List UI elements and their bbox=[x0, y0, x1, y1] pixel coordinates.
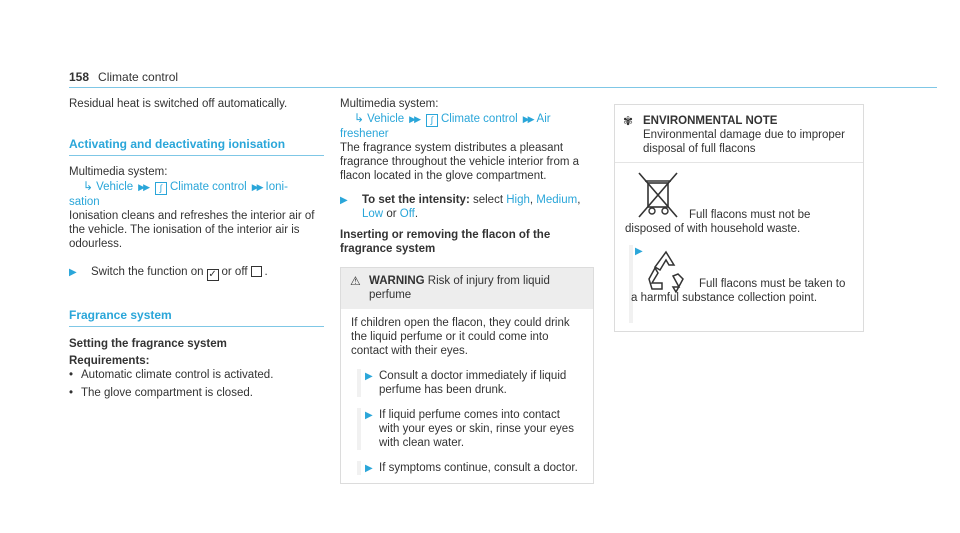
checkbox-empty-icon bbox=[251, 266, 262, 277]
double-chevron-icon: ▶▶ bbox=[138, 182, 148, 192]
double-chevron-icon: ▶▶ bbox=[251, 182, 262, 192]
warning-step bbox=[357, 461, 583, 475]
environmental-note-header bbox=[615, 105, 863, 163]
env-title: Environmental damage due to improper disposal of full flacons bbox=[643, 129, 846, 155]
environmental-note-box bbox=[614, 104, 864, 332]
nav-prefix: Multimedia system: bbox=[69, 166, 168, 178]
disposal-text: Full flacons must not be disposed of with household waste. bbox=[625, 209, 811, 235]
nav-arrow-icon: ↳ bbox=[354, 111, 365, 125]
nav-path bbox=[340, 111, 594, 127]
warning-body bbox=[341, 309, 593, 483]
residual-heat-text: Residual heat is switched off automatically. bbox=[69, 98, 288, 110]
warning-step-text: If liquid perfume comes into contact with your eyes or skin, rinse your eyes with clean water. bbox=[379, 409, 574, 449]
nav-path bbox=[69, 179, 324, 195]
ionisation-step bbox=[69, 265, 324, 281]
warning-title: Risk of injury from liquid perfume bbox=[369, 275, 550, 301]
intensity-label: To set the intensity: bbox=[362, 194, 470, 206]
warning-title-line bbox=[351, 274, 583, 302]
double-chevron-icon: ▶▶ bbox=[522, 114, 533, 124]
warning-triangle-icon: ⚠ bbox=[350, 274, 361, 288]
column-middle bbox=[340, 97, 594, 484]
environmental-note-body bbox=[615, 163, 863, 331]
inserting-heading: Inserting or removing the flacon of the fragrance system bbox=[340, 229, 551, 255]
fragrance-subheading: Setting the fragrance system bbox=[69, 338, 227, 350]
or-word: or bbox=[386, 208, 397, 220]
option-medium: Medium bbox=[536, 194, 578, 206]
step-arrow-icon: ▶ bbox=[365, 463, 373, 474]
intensity-step: ▶ To set the intensity: select High, Medium, Low or Off. bbox=[340, 194, 581, 220]
checkbox-checked-icon: ✓ bbox=[208, 269, 217, 280]
ionisation-heading: Activating and deactivating ionisation bbox=[69, 137, 324, 156]
step-arrow-icon: ▶ bbox=[340, 195, 348, 206]
warning-step bbox=[357, 408, 583, 450]
warning-step-text: If symptoms continue, consult a doctor. bbox=[379, 462, 578, 474]
step-arrow-icon: ▶ bbox=[69, 267, 77, 278]
leaf-icon: ✾ bbox=[623, 114, 634, 128]
warning-text: If children open the flacon, they could drink the liquid perfume or it could come into contact with their eyes. bbox=[351, 317, 570, 357]
nav-climate: Climate control bbox=[441, 113, 518, 125]
warning-step-text: Consult a doctor immediately if liquid perfume has been drunk. bbox=[379, 370, 567, 396]
nav-ionisation-b: sation bbox=[69, 196, 100, 208]
nav-vehicle: Vehicle bbox=[367, 113, 405, 125]
page-header bbox=[69, 70, 178, 84]
page-number: 158 bbox=[69, 70, 90, 84]
step-arrow-icon: ▶ bbox=[365, 410, 373, 421]
climate-icon: ∫ bbox=[426, 114, 438, 127]
column-right bbox=[614, 104, 864, 332]
fragrance-body: The fragrance system distributes a pleasant fragrance throughout the vehicle interior from a flacon located in the glove compartment. bbox=[340, 142, 580, 182]
ionisation-body: Ionisation cleans and refreshes the interior air of the vehicle. The ionisation of the interior air is odourless. bbox=[69, 210, 315, 250]
header-rule bbox=[69, 87, 937, 88]
crossed-bin-icon bbox=[637, 171, 679, 223]
disposal-row bbox=[625, 171, 853, 223]
env-label: ENVIRONMENTAL NOTE bbox=[643, 115, 778, 127]
step-arrow-icon: ▶ bbox=[635, 246, 643, 257]
option-high: High bbox=[506, 194, 530, 206]
nav-vehicle: Vehicle bbox=[96, 181, 134, 193]
warning-step bbox=[357, 369, 583, 397]
recycling-icon bbox=[643, 249, 689, 295]
nav-ionisation-a: Ioni- bbox=[265, 181, 288, 193]
fragrance-heading: Fragrance system bbox=[69, 308, 324, 327]
requirement-item: • The glove compartment is closed. bbox=[69, 386, 324, 400]
nav-air-b: freshener bbox=[340, 128, 389, 140]
option-low: Low bbox=[362, 208, 384, 220]
nav-arrow-icon: ↳ bbox=[83, 179, 94, 193]
step-text-b: or off bbox=[221, 266, 248, 278]
intensity-pre: select bbox=[472, 194, 504, 206]
double-chevron-icon: ▶▶ bbox=[409, 114, 419, 124]
nav-air-a: Air bbox=[536, 113, 551, 125]
warning-label: WARNING bbox=[369, 275, 425, 287]
column-left bbox=[69, 97, 324, 400]
requirement-item: • Automatic climate control is activated. bbox=[69, 368, 324, 382]
warning-box bbox=[340, 267, 594, 484]
climate-icon: ∫ bbox=[155, 182, 167, 195]
step-text-a: Switch the function on bbox=[91, 266, 204, 278]
nav-prefix: Multimedia system: bbox=[340, 98, 439, 110]
option-off: Off bbox=[399, 208, 415, 220]
warning-header bbox=[341, 268, 593, 309]
recycle-text: Full flacons must be taken to a harmful substance collection point. bbox=[631, 278, 846, 304]
requirements-label: Requirements: bbox=[69, 355, 150, 367]
recycle-step bbox=[629, 245, 853, 323]
step-arrow-icon: ▶ bbox=[365, 371, 373, 382]
env-title-line bbox=[643, 114, 853, 156]
nav-climate: Climate control bbox=[170, 181, 247, 193]
section-title: Climate control bbox=[98, 70, 179, 84]
step-end: . bbox=[264, 266, 268, 278]
